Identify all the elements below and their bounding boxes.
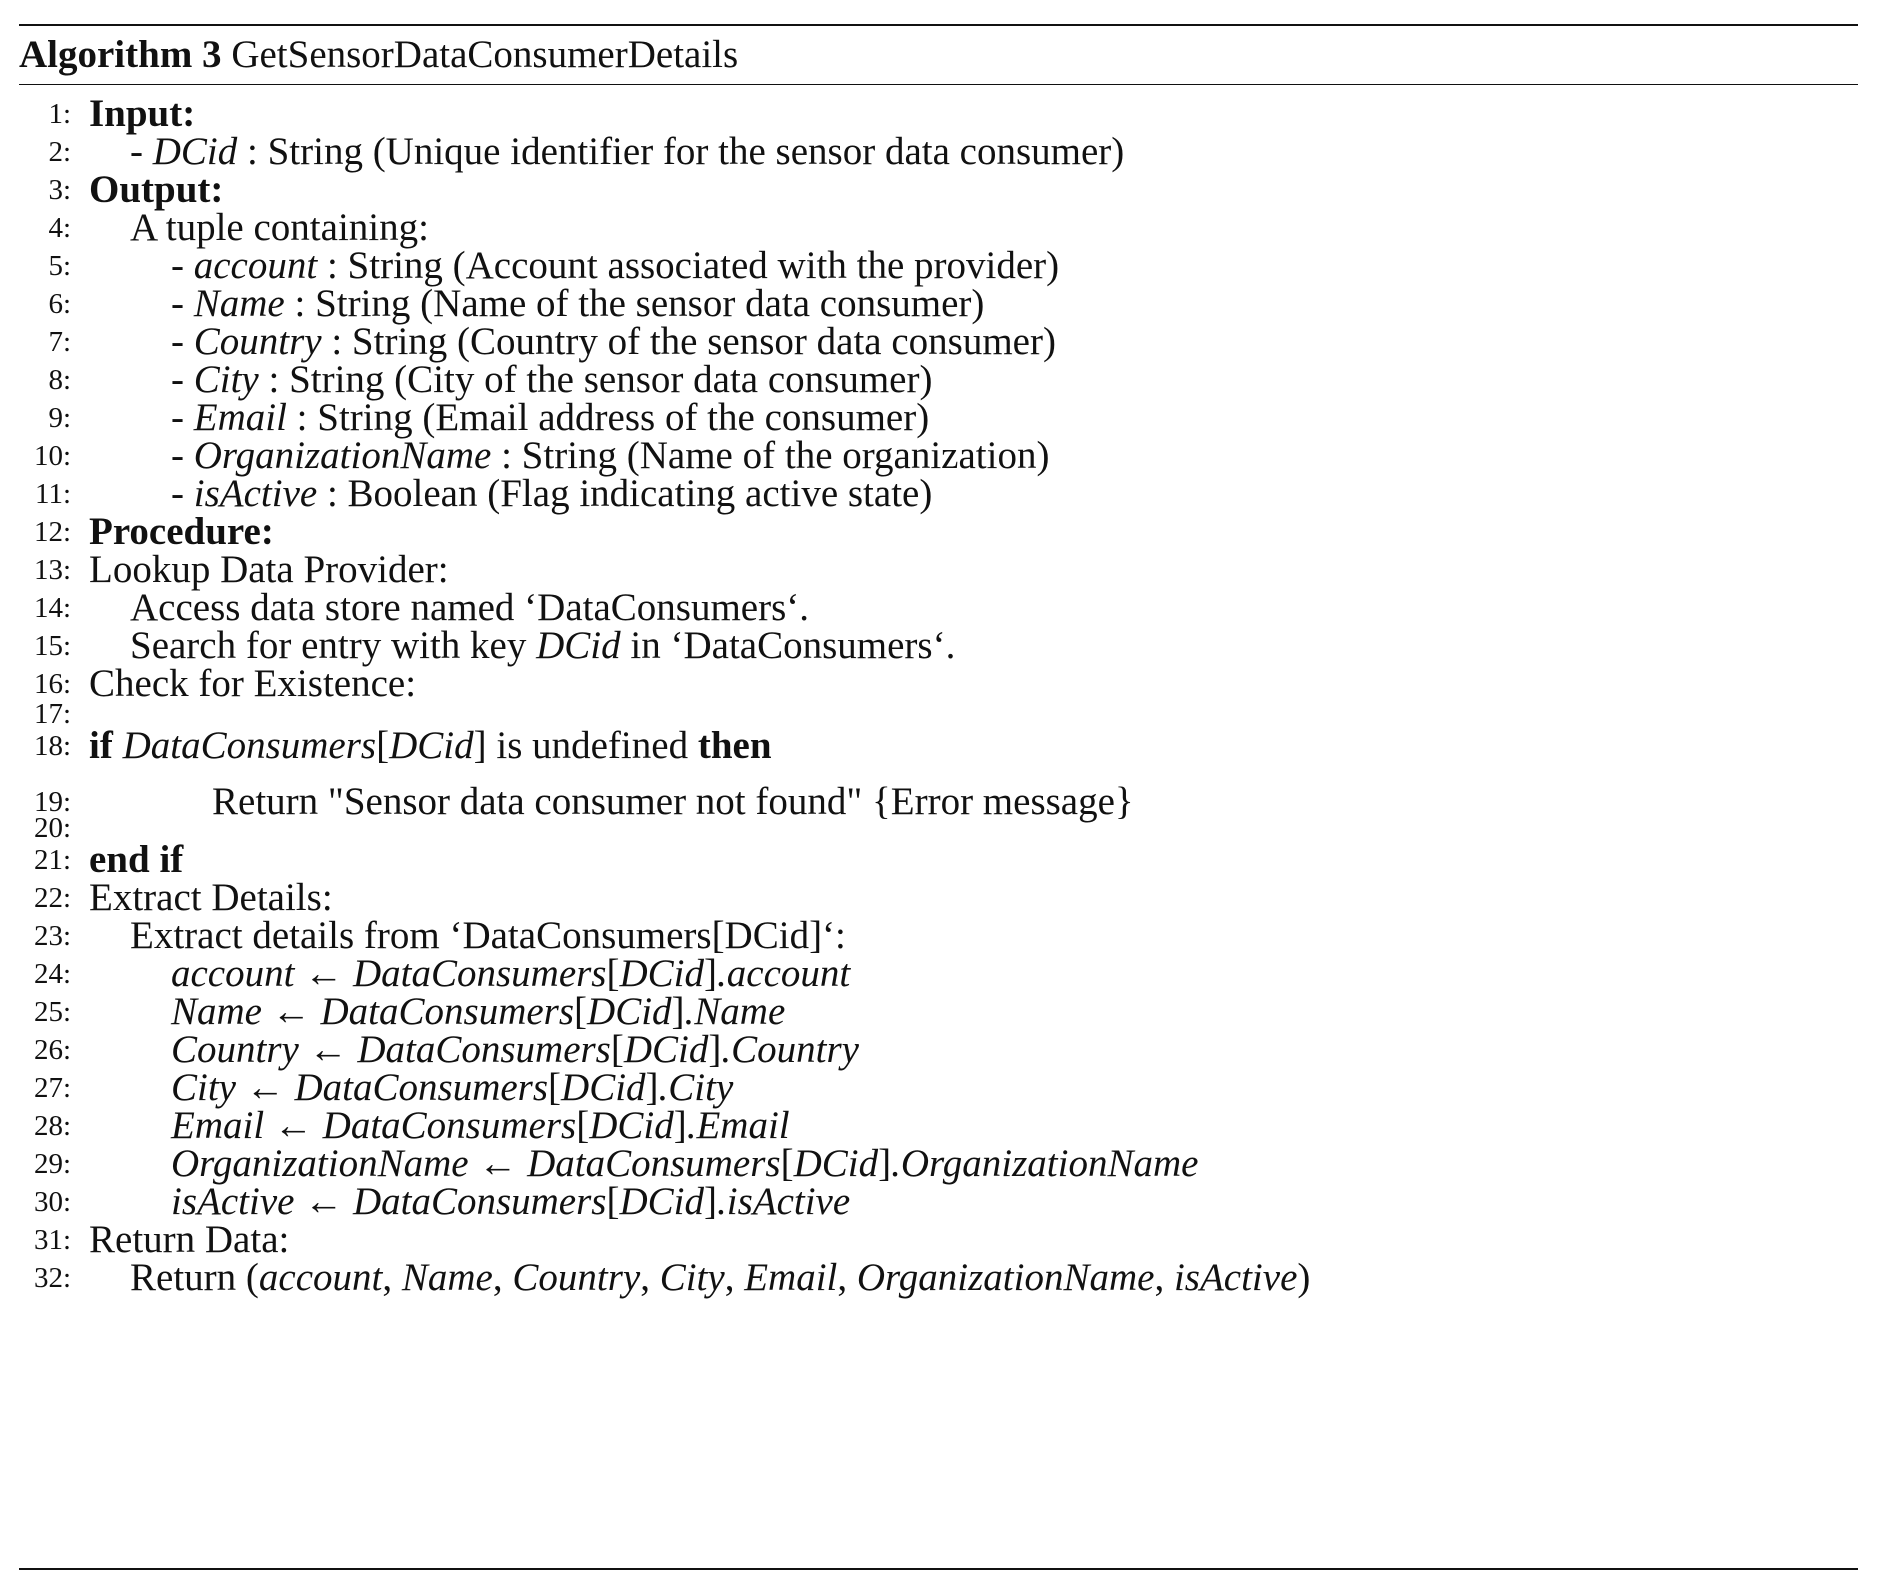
line-number: 32: [33, 1262, 71, 1294]
line-fragment: ] [703, 1180, 717, 1223]
line-text [130, 129, 1124, 175]
math-variable: DCid [536, 624, 621, 667]
math-variable: .OrganizationName [891, 1142, 1199, 1185]
line-number: 4: [48, 212, 71, 244]
line-fragment: - [171, 396, 194, 439]
line-fragment: ← [294, 1180, 353, 1223]
math-variable: account [193, 244, 318, 287]
math-variable: OrganizationName [171, 1142, 469, 1185]
line-fragment: : String (Country of the sensor data consumer) [321, 320, 1056, 363]
line-fragment: : String (Account associated with the provider) [317, 244, 1060, 287]
line-fragment: ] [671, 990, 685, 1033]
line-number: 22: [33, 882, 71, 914]
math-variable: City [659, 1256, 725, 1299]
math-variable: DCid [389, 724, 474, 767]
line-number: 26: [33, 1034, 71, 1066]
line-fragment: [ [606, 952, 620, 995]
math-variable: DataConsumers [527, 1142, 781, 1185]
line-fragment: : String (City of the sensor data consumer) [258, 358, 933, 401]
math-variable: Name [401, 1256, 493, 1299]
line-number: 31: [33, 1224, 71, 1256]
line-fragment: - [130, 130, 153, 173]
math-variable: DCid [619, 1180, 704, 1223]
math-variable: .account [717, 952, 851, 995]
line-fragment: ← [298, 1028, 358, 1071]
line-fragment: : String (Unique identifier for the sensor data consumer) [237, 130, 1125, 173]
math-variable: isActive [1173, 1256, 1298, 1299]
math-variable: City [171, 1066, 236, 1109]
line-fragment: : String (Name of the sensor data consumer) [284, 282, 985, 325]
line-number: 28: [33, 1110, 71, 1142]
line-fragment: Access data store named ‘DataConsumers‘. [130, 586, 810, 629]
line-fragment: Lookup Data Provider: [89, 548, 449, 591]
line-fragment: [ [548, 1066, 562, 1109]
line-fragment: [ [606, 1180, 620, 1223]
line-number: 8: [48, 364, 71, 396]
math-variable: account [171, 952, 295, 995]
line-text [89, 661, 416, 707]
line-number: 20: [33, 812, 71, 844]
line-fragment: ] [878, 1142, 892, 1185]
math-variable: DataConsumers [322, 1104, 577, 1147]
math-variable: Country [171, 1028, 299, 1071]
line-fragment: , [837, 1256, 857, 1299]
line-fragment: Extract Details: [89, 876, 333, 919]
keyword: Procedure: [89, 510, 274, 553]
keyword: if [89, 724, 113, 767]
line-number: 9: [48, 402, 71, 434]
math-variable: Email [171, 1104, 265, 1147]
line-fragment: , [640, 1256, 660, 1299]
math-variable: DCid [619, 952, 705, 995]
line-number: 11: [35, 478, 71, 510]
line-number: 7: [48, 326, 71, 358]
math-variable: DataConsumers [320, 990, 575, 1033]
math-variable: OrganizationName [856, 1256, 1155, 1299]
line-number: 5: [48, 250, 71, 282]
algorithm-caption [19, 26, 1858, 84]
line-fragment: ← [468, 1142, 528, 1185]
line-fragment: ] is undefined [473, 724, 698, 767]
line-fragment: - [171, 244, 194, 287]
math-variable: DCid [793, 1142, 879, 1185]
math-variable: DataConsumers [352, 952, 607, 995]
line-fragment: ] [673, 1104, 687, 1147]
math-variable: DataConsumers [357, 1028, 611, 1071]
line-number: 3: [48, 174, 71, 206]
line-fragment: Return Data: [89, 1218, 290, 1261]
line-fragment: Extract details from ‘DataConsumers[DCid]‘: [130, 914, 846, 957]
line-fragment: ] [704, 952, 718, 995]
line-number: 13: [33, 554, 71, 586]
keyword: Input: [89, 92, 196, 135]
math-variable: DCid [589, 1104, 674, 1147]
math-variable: .Name [684, 990, 786, 1033]
line-fragment: [ [780, 1142, 794, 1185]
bottom-rule [19, 1568, 1858, 1570]
line-number: 19: [33, 786, 71, 818]
math-variable: Email [744, 1256, 838, 1299]
math-variable: .Country [721, 1028, 859, 1071]
line-number: 1: [48, 98, 71, 130]
math-variable: DCid [152, 130, 238, 173]
line-number: 27: [33, 1072, 71, 1104]
line-fragment: ] [645, 1066, 659, 1109]
keyword: Output: [89, 168, 224, 211]
math-variable: DCid [587, 990, 672, 1033]
line-fragment: [ [376, 724, 390, 767]
math-variable: DataConsumers [352, 1180, 607, 1223]
line-number: 16: [33, 668, 71, 700]
line-number: 29: [33, 1148, 71, 1180]
math-variable: DCid [623, 1028, 709, 1071]
line-number: 21: [33, 844, 71, 876]
line-fragment: Check for Existence: [89, 662, 417, 705]
algorithm-title: GetSensorDataConsumerDetails [231, 33, 739, 76]
caption-rule [19, 84, 1858, 85]
keyword: end if [89, 838, 184, 881]
keyword: then [697, 724, 772, 767]
math-variable: .isActive [716, 1180, 851, 1223]
line-fragment: in ‘DataConsumers‘. [620, 624, 956, 667]
line-fragment: A tuple containing: [130, 206, 429, 249]
math-variable: DCid [561, 1066, 646, 1109]
line-number: 25: [33, 996, 71, 1028]
line-fragment: [ [610, 1028, 624, 1071]
line-fragment: , [1154, 1256, 1174, 1299]
line-fragment: [ [576, 1104, 590, 1147]
line-number: 23: [33, 920, 71, 952]
line-fragment: - [171, 282, 194, 325]
line-fragment: Return "Sensor data consumer not found" {Error message} [212, 780, 1134, 823]
line-number: 10: [33, 440, 71, 472]
algorithm-block [19, 24, 1858, 1299]
line-text [89, 723, 772, 769]
line-fragment: ← [236, 1066, 295, 1109]
line-fragment: : String (Email address of the consumer) [286, 396, 930, 439]
math-variable: Name [171, 990, 262, 1033]
math-variable: OrganizationName [193, 434, 492, 477]
line-fragment: ← [262, 990, 321, 1033]
math-variable: Name [193, 282, 285, 325]
math-variable: .City [658, 1066, 734, 1109]
math-variable: Country [512, 1256, 641, 1299]
line-fragment: : Boolean (Flag indicating active state) [317, 472, 933, 515]
line-fragment: - [171, 434, 194, 477]
line-fragment: - [171, 320, 194, 363]
line-number: 2: [48, 136, 71, 168]
math-variable: isActive [171, 1180, 295, 1223]
math-variable: isActive [193, 472, 318, 515]
line-fragment: ← [294, 952, 353, 995]
line-text [171, 471, 932, 517]
algorithm-label: Algorithm 3 [19, 33, 222, 76]
math-variable: account [258, 1256, 383, 1299]
line-number: 12: [33, 516, 71, 548]
line-fragment: , [724, 1256, 745, 1299]
line-fragment: ) [1297, 1256, 1311, 1299]
line-number: 15: [33, 630, 71, 662]
math-variable: Country [193, 320, 322, 363]
line-fragment: - [171, 472, 194, 515]
line-number: 17: [33, 698, 71, 730]
line-number: 6: [48, 288, 71, 320]
line-fragment: - [171, 358, 194, 401]
math-variable: DataConsumers [122, 724, 377, 767]
line-fragment: ← [264, 1104, 323, 1147]
line-fragment: , [382, 1256, 402, 1299]
line-text [130, 1255, 1310, 1301]
line-number: 14: [33, 592, 71, 624]
line-fragment: Search for entry with key [130, 624, 537, 667]
line-fragment: ] [708, 1028, 722, 1071]
math-variable: DataConsumers [294, 1066, 549, 1109]
math-variable: City [193, 358, 259, 401]
math-variable: Email [193, 396, 287, 439]
line-text [212, 779, 1134, 825]
line-fragment: , [492, 1256, 513, 1299]
line-number: 18: [33, 730, 71, 762]
line-fragment: : String (Name of the organization) [491, 434, 1050, 477]
line-fragment: [ [574, 990, 588, 1033]
math-variable: .Email [686, 1104, 790, 1147]
line-fragment [113, 724, 123, 767]
line-number: 24: [33, 958, 71, 990]
line-fragment: Return ( [130, 1256, 259, 1299]
line-number: 30: [33, 1186, 71, 1218]
